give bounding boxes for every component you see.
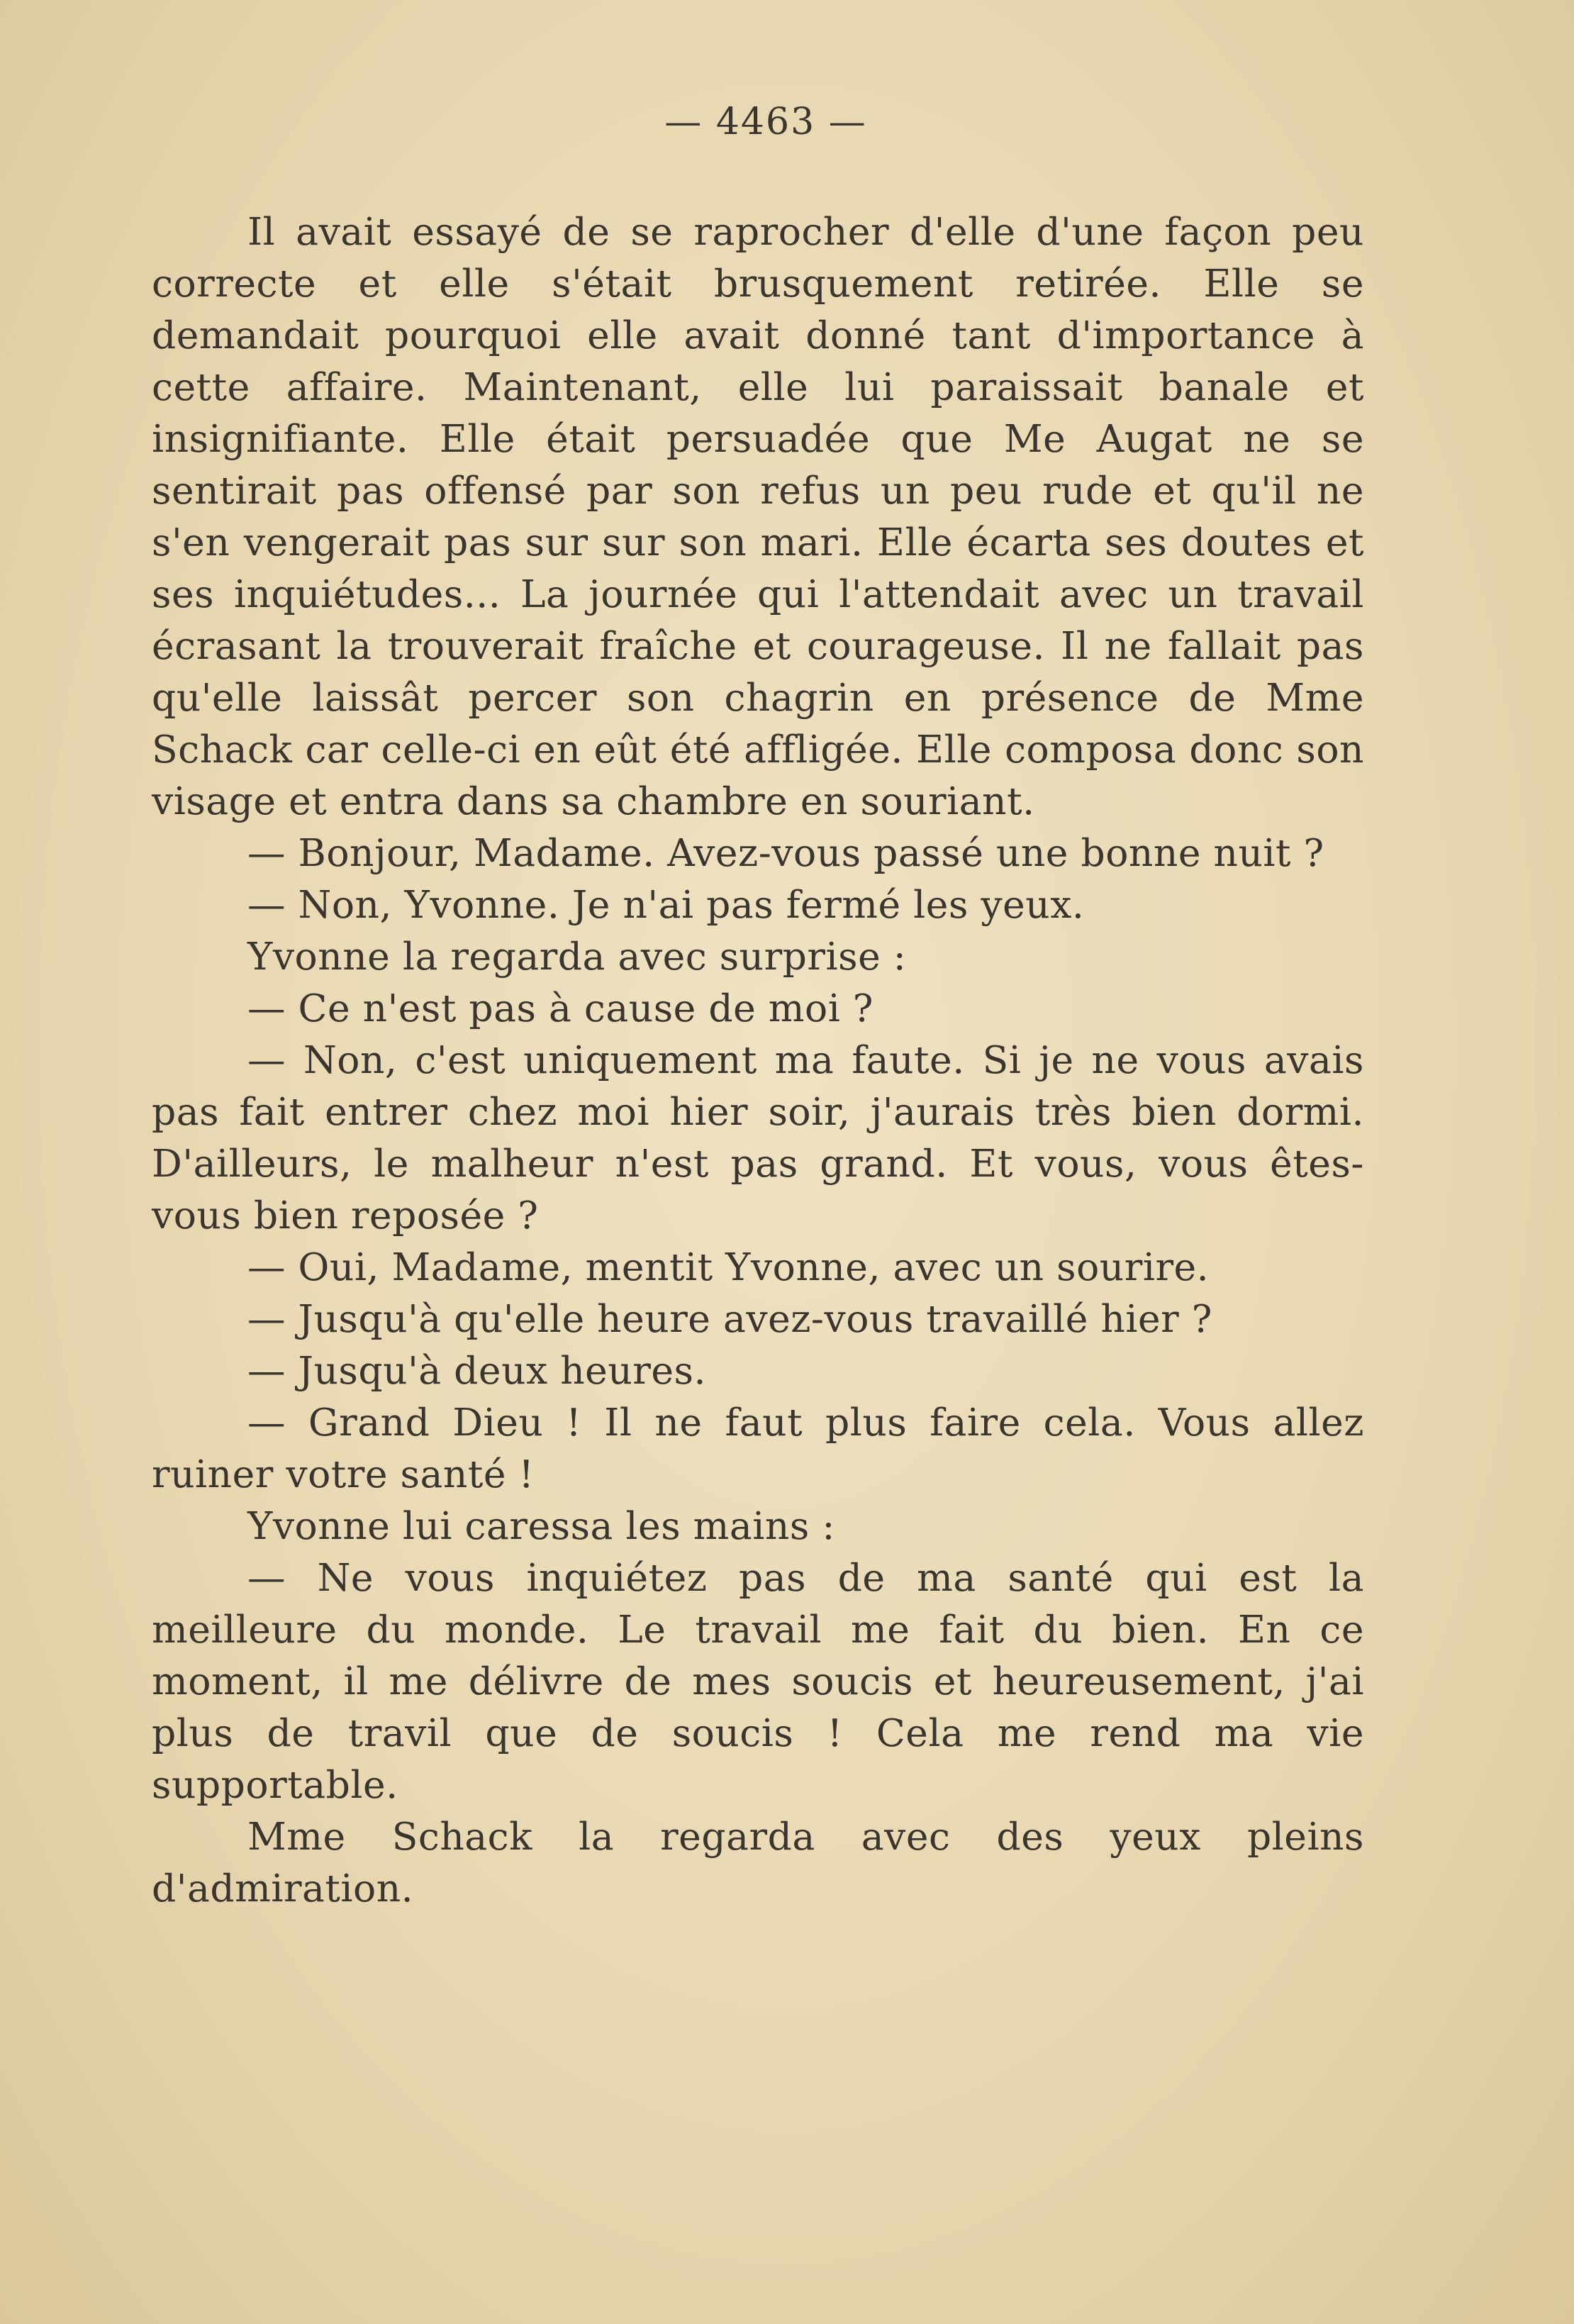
paragraph-narration-4: Mme Schack la regarda avec des yeux pleins d'admiration. [152, 1814, 1364, 1911]
paragraph-dialogue-1: — Bonjour, Madame. Avez-vous passé une bonne nuit ? [247, 830, 1324, 875]
paragraph-dialogue-8: — Grand Dieu ! Il ne faut plus faire cela. Vous allez ruiner votre santé ! [152, 1400, 1364, 1496]
paragraph-narration-1: Il avait essayé de se raprocher d'elle d'une façon peu correcte et elle s'était brusquement retirée. Elle se demandait pourquoi elle avait donné tant d'importance à cette affaire. Maintenant, elle lui paraissait banale et insignifiante. Elle était persuadée que Me Augat ne se sentirait pas offensé par son refus un peu rude et qu'il ne s'en vengerait pas sur sur son mari. Elle écarta ses doutes et ses inquiétudes... La journée qui l'attendait avec un travail écrasant la trouverait fraîche et courageuse. Il ne fallait pas qu'elle laissât percer son chagrin en présence de Mme Schack car celle-ci en eût été affligée. Elle composa donc son visage et entra dans sa chambre en souriant. [152, 209, 1364, 823]
paragraph-dialogue-6: — Jusqu'à qu'elle heure avez-vous travaillé hier ? [247, 1296, 1212, 1341]
paragraph-dialogue-4: — Non, c'est uniquement ma faute. Si je ne vous avais pas fait entrer chez moi hier soir, j'aurais très bien dormi. D'ailleurs, le malheur n'est pas grand. Et vous, vous êtes-vous bien reposée ? [152, 1038, 1364, 1238]
paragraph-dialogue-7: — Jusqu'à deux heures. [247, 1348, 706, 1393]
paragraph-dialogue-3: — Ce n'est pas à cause de moi ? [247, 986, 873, 1030]
paragraph-narration-3: Yvonne lui caressa les mains : [247, 1503, 835, 1548]
body-text [152, 206, 1364, 1914]
paragraph-dialogue-5: — Oui, Madame, mentit Yvonne, avec un sourire. [247, 1245, 1210, 1289]
paragraph-dialogue-2: — Non, Yvonne. Je n'ai pas fermé les yeux. [247, 882, 1085, 927]
paragraph-narration-2: Yvonne la regarda avec surprise : [247, 934, 907, 979]
paragraph-dialogue-9: — Ne vous inquiétez pas de ma santé qui est la meilleure du monde. Le travail me fait du bien. En ce moment, il me délivre de mes soucis et heureusement, j'ai plus de travil que de soucis ! Cela me rend ma vie supportable. [152, 1555, 1364, 1807]
page-number: — 4463 — [664, 101, 867, 143]
